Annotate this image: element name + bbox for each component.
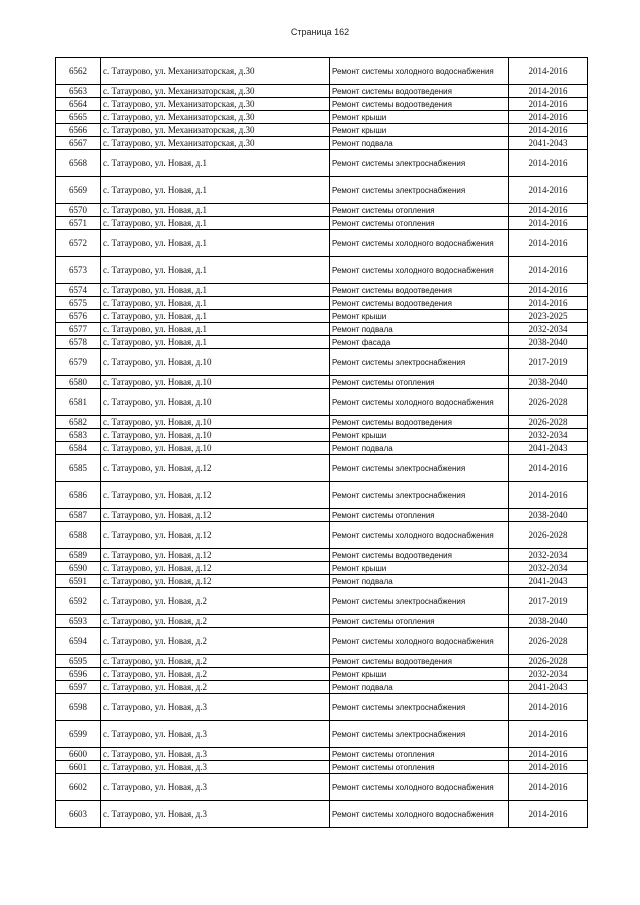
table-row xyxy=(56,230,588,257)
row-number-cell: 6591 xyxy=(56,575,101,588)
work-type-cell: Ремонт системы холодного водоснабжения xyxy=(330,774,509,801)
period-cell: 2014-2016 xyxy=(509,111,588,124)
row-number-cell: 6576 xyxy=(56,310,101,323)
work-type-cell: Ремонт системы холодного водоснабжения xyxy=(330,230,509,257)
row-number-cell: 6596 xyxy=(56,668,101,681)
address-cell: с. Татаурово, ул. Новая, д.3 xyxy=(101,801,330,828)
address-cell: с. Татаурово, ул. Новая, д.12 xyxy=(101,509,330,522)
table-row xyxy=(56,389,588,416)
table-row xyxy=(56,284,588,297)
table-row xyxy=(56,349,588,376)
row-number-cell: 6595 xyxy=(56,655,101,668)
work-type-cell: Ремонт системы холодного водоснабжения xyxy=(330,628,509,655)
table-row xyxy=(56,442,588,455)
address-cell: с. Татаурово, ул. Новая, д.2 xyxy=(101,628,330,655)
address-cell: с. Татаурово, ул. Механизаторская, д.30 xyxy=(101,85,330,98)
period-cell: 2014-2016 xyxy=(509,694,588,721)
period-cell: 2038-2040 xyxy=(509,509,588,522)
work-type-cell: Ремонт системы холодного водоснабжения xyxy=(330,257,509,284)
table-row xyxy=(56,98,588,111)
table-row xyxy=(56,58,588,85)
page-header: Страница 162 xyxy=(290,27,350,37)
period-cell: 2014-2016 xyxy=(509,761,588,774)
work-type-cell: Ремонт системы водоотведения xyxy=(330,98,509,111)
period-cell: 2014-2016 xyxy=(509,284,588,297)
row-number-cell: 6562 xyxy=(56,58,101,85)
period-cell: 2017-2019 xyxy=(509,588,588,615)
row-number-cell: 6587 xyxy=(56,509,101,522)
row-number-cell: 6601 xyxy=(56,761,101,774)
period-cell: 2014-2016 xyxy=(509,217,588,230)
period-cell: 2014-2016 xyxy=(509,297,588,310)
row-number-cell: 6589 xyxy=(56,549,101,562)
address-cell: с. Татаурово, ул. Новая, д.10 xyxy=(101,376,330,389)
row-number-cell: 6597 xyxy=(56,681,101,694)
table-row xyxy=(56,257,588,284)
table-row xyxy=(56,549,588,562)
address-cell: с. Татаурово, ул. Новая, д.3 xyxy=(101,694,330,721)
address-cell: с. Татаурово, ул. Новая, д.2 xyxy=(101,655,330,668)
work-type-cell: Ремонт системы водоотведения xyxy=(330,416,509,429)
table-row xyxy=(56,336,588,349)
address-cell: с. Татаурово, ул. Новая, д.12 xyxy=(101,575,330,588)
row-number-cell: 6594 xyxy=(56,628,101,655)
work-type-cell: Ремонт системы отопления xyxy=(330,509,509,522)
address-cell: с. Татаурово, ул. Новая, д.10 xyxy=(101,442,330,455)
period-cell: 2032-2034 xyxy=(509,323,588,336)
table-row xyxy=(56,297,588,310)
period-cell: 2032-2034 xyxy=(509,429,588,442)
row-number-cell: 6598 xyxy=(56,694,101,721)
row-number-cell: 6588 xyxy=(56,522,101,549)
address-cell: с. Татаурово, ул. Механизаторская, д.30 xyxy=(101,58,330,85)
period-cell: 2026-2028 xyxy=(509,416,588,429)
address-cell: с. Татаурово, ул. Новая, д.1 xyxy=(101,310,330,323)
table-row xyxy=(56,111,588,124)
address-cell: с. Татаурово, ул. Новая, д.1 xyxy=(101,336,330,349)
table-row xyxy=(56,85,588,98)
row-number-cell: 6586 xyxy=(56,482,101,509)
work-type-cell: Ремонт крыши xyxy=(330,310,509,323)
work-type-cell: Ремонт системы электроснабжения xyxy=(330,150,509,177)
repair-schedule-table xyxy=(55,57,588,828)
address-cell: с. Татаурово, ул. Новая, д.1 xyxy=(101,284,330,297)
period-cell: 2026-2028 xyxy=(509,628,588,655)
table-row xyxy=(56,509,588,522)
row-number-cell: 6580 xyxy=(56,376,101,389)
table-row xyxy=(56,376,588,389)
work-type-cell: Ремонт системы холодного водоснабжения xyxy=(330,522,509,549)
period-cell: 2023-2025 xyxy=(509,310,588,323)
table-row xyxy=(56,177,588,204)
work-type-cell: Ремонт системы холодного водоснабжения xyxy=(330,801,509,828)
row-number-cell: 6603 xyxy=(56,801,101,828)
address-cell: с. Татаурово, ул. Новая, д.1 xyxy=(101,323,330,336)
address-cell: с. Татаурово, ул. Новая, д.1 xyxy=(101,257,330,284)
table-row xyxy=(56,761,588,774)
row-number-cell: 6579 xyxy=(56,349,101,376)
row-number-cell: 6578 xyxy=(56,336,101,349)
table-row xyxy=(56,588,588,615)
period-cell: 2038-2040 xyxy=(509,615,588,628)
table-row xyxy=(56,204,588,217)
address-cell: с. Татаурово, ул. Механизаторская, д.30 xyxy=(101,98,330,111)
table-row xyxy=(56,217,588,230)
address-cell: с. Татаурово, ул. Механизаторская, д.30 xyxy=(101,124,330,137)
work-type-cell: Ремонт подвала xyxy=(330,442,509,455)
period-cell: 2026-2028 xyxy=(509,655,588,668)
work-type-cell: Ремонт системы водоотведения xyxy=(330,655,509,668)
work-type-cell: Ремонт крыши xyxy=(330,111,509,124)
row-number-cell: 6590 xyxy=(56,562,101,575)
work-type-cell: Ремонт системы электроснабжения xyxy=(330,588,509,615)
work-type-cell: Ремонт системы отопления xyxy=(330,615,509,628)
table-row xyxy=(56,801,588,828)
table-row xyxy=(56,575,588,588)
row-number-cell: 6581 xyxy=(56,389,101,416)
address-cell: с. Татаурово, ул. Новая, д.3 xyxy=(101,721,330,748)
period-cell: 2014-2016 xyxy=(509,124,588,137)
table-row xyxy=(56,137,588,150)
work-type-cell: Ремонт системы электроснабжения xyxy=(330,482,509,509)
period-cell: 2014-2016 xyxy=(509,721,588,748)
table-row xyxy=(56,694,588,721)
work-type-cell: Ремонт системы электроснабжения xyxy=(330,177,509,204)
period-cell: 2032-2034 xyxy=(509,562,588,575)
work-type-cell: Ремонт системы отопления xyxy=(330,217,509,230)
address-cell: с. Татаурово, ул. Новая, д.1 xyxy=(101,297,330,310)
address-cell: с. Татаурово, ул. Новая, д.3 xyxy=(101,761,330,774)
table-row xyxy=(56,416,588,429)
work-type-cell: Ремонт системы отопления xyxy=(330,748,509,761)
row-number-cell: 6565 xyxy=(56,111,101,124)
period-cell: 2014-2016 xyxy=(509,774,588,801)
table-row xyxy=(56,522,588,549)
row-number-cell: 6566 xyxy=(56,124,101,137)
work-type-cell: Ремонт подвала xyxy=(330,681,509,694)
period-cell: 2017-2019 xyxy=(509,349,588,376)
row-number-cell: 6574 xyxy=(56,284,101,297)
work-type-cell: Ремонт системы электроснабжения xyxy=(330,694,509,721)
work-type-cell: Ремонт системы отопления xyxy=(330,204,509,217)
table-row xyxy=(56,482,588,509)
address-cell: с. Татаурово, ул. Новая, д.1 xyxy=(101,204,330,217)
table-body xyxy=(56,58,588,828)
work-type-cell: Ремонт системы водоотведения xyxy=(330,549,509,562)
period-cell: 2038-2040 xyxy=(509,336,588,349)
period-cell: 2026-2028 xyxy=(509,389,588,416)
work-type-cell: Ремонт подвала xyxy=(330,323,509,336)
row-number-cell: 6584 xyxy=(56,442,101,455)
table-row xyxy=(56,748,588,761)
period-cell: 2032-2034 xyxy=(509,668,588,681)
row-number-cell: 6583 xyxy=(56,429,101,442)
table-row xyxy=(56,615,588,628)
address-cell: с. Татаурово, ул. Новая, д.10 xyxy=(101,429,330,442)
row-number-cell: 6575 xyxy=(56,297,101,310)
work-type-cell: Ремонт подвала xyxy=(330,575,509,588)
period-cell: 2014-2016 xyxy=(509,85,588,98)
work-type-cell: Ремонт системы водоотведения xyxy=(330,297,509,310)
table-row xyxy=(56,323,588,336)
address-cell: с. Татаурово, ул. Новая, д.1 xyxy=(101,150,330,177)
address-cell: с. Татаурово, ул. Новая, д.1 xyxy=(101,217,330,230)
period-cell: 2014-2016 xyxy=(509,204,588,217)
address-cell: с. Татаурово, ул. Новая, д.10 xyxy=(101,349,330,376)
period-cell: 2014-2016 xyxy=(509,98,588,111)
work-type-cell: Ремонт системы холодного водоснабжения xyxy=(330,389,509,416)
period-cell: 2014-2016 xyxy=(509,257,588,284)
work-type-cell: Ремонт системы холодного водоснабжения xyxy=(330,58,509,85)
row-number-cell: 6600 xyxy=(56,748,101,761)
row-number-cell: 6572 xyxy=(56,230,101,257)
period-cell: 2014-2016 xyxy=(509,801,588,828)
table-row xyxy=(56,668,588,681)
period-cell: 2038-2040 xyxy=(509,376,588,389)
period-cell: 2014-2016 xyxy=(509,482,588,509)
work-type-cell: Ремонт крыши xyxy=(330,562,509,575)
row-number-cell: 6564 xyxy=(56,98,101,111)
table-row xyxy=(56,655,588,668)
table-row xyxy=(56,774,588,801)
table-row xyxy=(56,124,588,137)
period-cell: 2014-2016 xyxy=(509,177,588,204)
work-type-cell: Ремонт системы отопления xyxy=(330,761,509,774)
address-cell: с. Татаурово, ул. Новая, д.3 xyxy=(101,748,330,761)
period-cell: 2041-2043 xyxy=(509,575,588,588)
address-cell: с. Татаурово, ул. Новая, д.12 xyxy=(101,522,330,549)
period-cell: 2014-2016 xyxy=(509,150,588,177)
period-cell: 2026-2028 xyxy=(509,522,588,549)
address-cell: с. Татаурово, ул. Новая, д.2 xyxy=(101,615,330,628)
table-row xyxy=(56,310,588,323)
address-cell: с. Татаурово, ул. Новая, д.1 xyxy=(101,230,330,257)
row-number-cell: 6602 xyxy=(56,774,101,801)
row-number-cell: 6599 xyxy=(56,721,101,748)
period-cell: 2041-2043 xyxy=(509,137,588,150)
address-cell: с. Татаурово, ул. Новая, д.3 xyxy=(101,774,330,801)
address-cell: с. Татаурово, ул. Новая, д.10 xyxy=(101,416,330,429)
work-type-cell: Ремонт системы отопления xyxy=(330,376,509,389)
row-number-cell: 6571 xyxy=(56,217,101,230)
work-type-cell: Ремонт системы водоотведения xyxy=(330,284,509,297)
work-type-cell: Ремонт крыши xyxy=(330,668,509,681)
table-row xyxy=(56,721,588,748)
row-number-cell: 6582 xyxy=(56,416,101,429)
period-cell: 2014-2016 xyxy=(509,748,588,761)
work-type-cell: Ремонт крыши xyxy=(330,429,509,442)
address-cell: с. Татаурово, ул. Новая, д.2 xyxy=(101,668,330,681)
address-cell: с. Татаурово, ул. Новая, д.12 xyxy=(101,482,330,509)
address-cell: с. Татаурово, ул. Новая, д.10 xyxy=(101,389,330,416)
table-row xyxy=(56,429,588,442)
row-number-cell: 6570 xyxy=(56,204,101,217)
address-cell: с. Татаурово, ул. Новая, д.2 xyxy=(101,681,330,694)
table-row xyxy=(56,562,588,575)
work-type-cell: Ремонт крыши xyxy=(330,124,509,137)
row-number-cell: 6593 xyxy=(56,615,101,628)
row-number-cell: 6568 xyxy=(56,150,101,177)
row-number-cell: 6573 xyxy=(56,257,101,284)
address-cell: с. Татаурово, ул. Новая, д.12 xyxy=(101,455,330,482)
table-row xyxy=(56,681,588,694)
address-cell: с. Татаурово, ул. Новая, д.2 xyxy=(101,588,330,615)
table-row xyxy=(56,628,588,655)
period-cell: 2014-2016 xyxy=(509,230,588,257)
row-number-cell: 6577 xyxy=(56,323,101,336)
work-type-cell: Ремонт подвала xyxy=(330,137,509,150)
row-number-cell: 6592 xyxy=(56,588,101,615)
work-type-cell: Ремонт системы электроснабжения xyxy=(330,349,509,376)
period-cell: 2014-2016 xyxy=(509,58,588,85)
address-cell: с. Татаурово, ул. Новая, д.12 xyxy=(101,549,330,562)
work-type-cell: Ремонт фасада xyxy=(330,336,509,349)
period-cell: 2014-2016 xyxy=(509,455,588,482)
address-cell: с. Татаурово, ул. Механизаторская, д.30 xyxy=(101,111,330,124)
row-number-cell: 6563 xyxy=(56,85,101,98)
period-cell: 2032-2034 xyxy=(509,549,588,562)
work-type-cell: Ремонт системы электроснабжения xyxy=(330,455,509,482)
period-cell: 2041-2043 xyxy=(509,681,588,694)
row-number-cell: 6569 xyxy=(56,177,101,204)
work-type-cell: Ремонт системы водоотведения xyxy=(330,85,509,98)
row-number-cell: 6585 xyxy=(56,455,101,482)
address-cell: с. Татаурово, ул. Новая, д.1 xyxy=(101,177,330,204)
table-row xyxy=(56,150,588,177)
period-cell: 2041-2043 xyxy=(509,442,588,455)
address-cell: с. Татаурово, ул. Механизаторская, д.30 xyxy=(101,137,330,150)
row-number-cell: 6567 xyxy=(56,137,101,150)
table-row xyxy=(56,455,588,482)
work-type-cell: Ремонт системы электроснабжения xyxy=(330,721,509,748)
address-cell: с. Татаурово, ул. Новая, д.12 xyxy=(101,562,330,575)
